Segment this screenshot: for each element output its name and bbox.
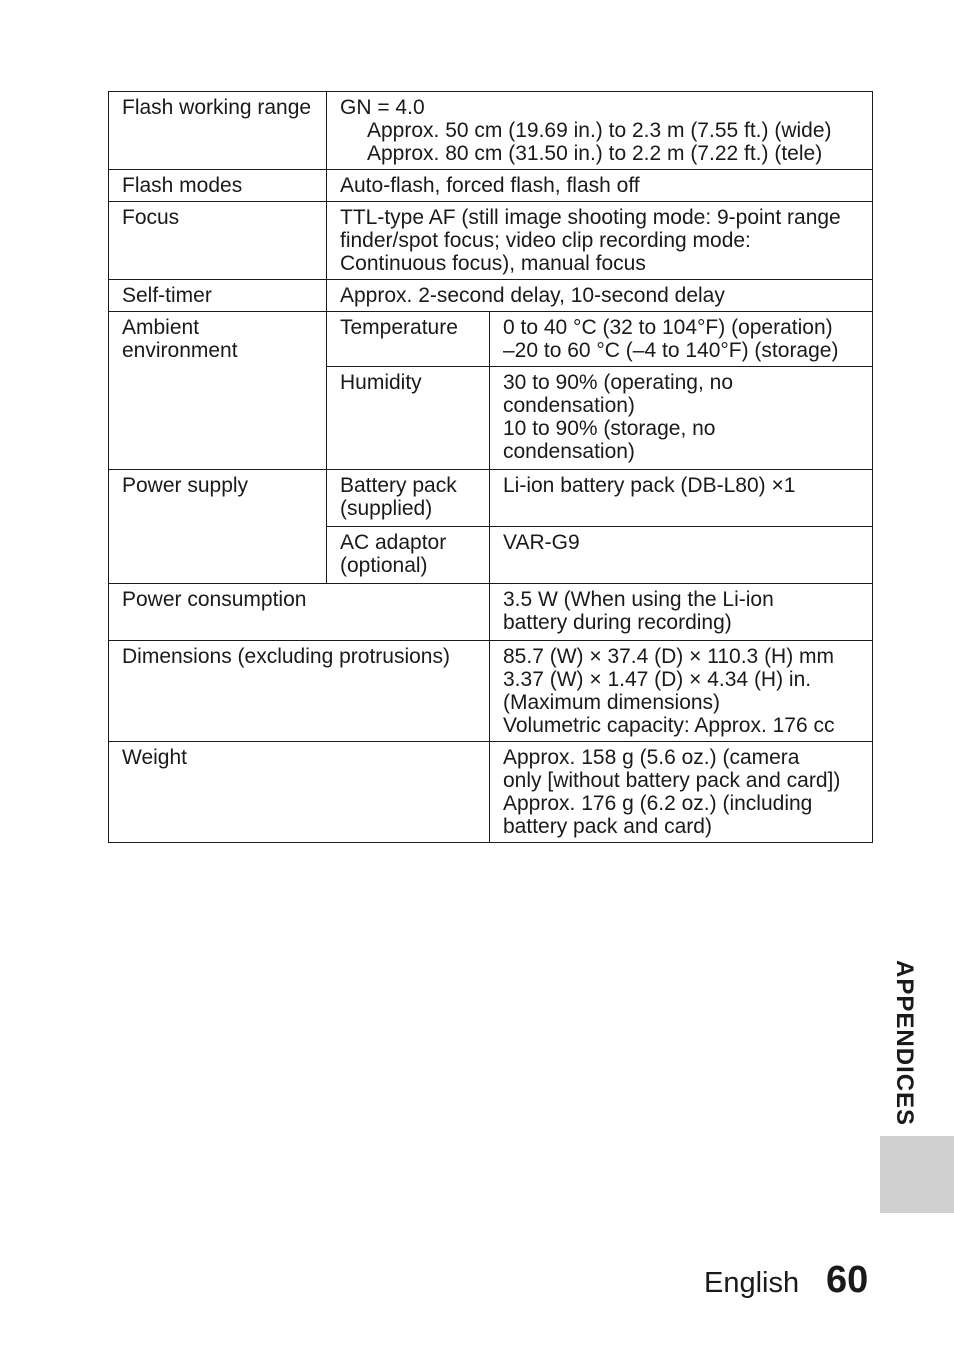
table-row-ambient-temperature — [109, 312, 873, 367]
temperature-label: Temperature — [327, 312, 490, 367]
table-row-flash-modes — [109, 170, 873, 202]
dimensions-note: (Maximum dimensions) — [503, 691, 721, 714]
power-consumption-value: 3.5 W (When using the Li-ion battery during recording) — [490, 584, 873, 641]
ac-adaptor-value: VAR-G9 — [490, 527, 873, 584]
table-row-focus — [109, 202, 873, 280]
flash-modes-value: Auto-flash, forced flash, flash off — [327, 170, 873, 202]
battery-pack-label: Battery pack (supplied) — [327, 470, 490, 527]
self-timer-value: Approx. 2-second delay, 10-second delay — [327, 280, 873, 312]
footer-language: English — [704, 1267, 800, 1299]
humidity-label: Humidity — [327, 367, 490, 470]
ambient-environment-label: Ambient environment — [109, 312, 327, 470]
flash-working-range-value — [327, 92, 873, 170]
focus-value: TTL-type AF (still image shooting mode: 9-point range finder/spot focus; video clip recording mode: Continuous focus), manual focus — [327, 202, 873, 280]
humidity-storage: 10 to 90% (storage, no condensation) — [503, 417, 716, 463]
table-row-power-battery — [109, 470, 873, 527]
section-tab-marker — [880, 1136, 954, 1213]
dimensions-in: 3.37 (W) × 1.47 (D) × 4.34 (H) in. — [503, 668, 812, 691]
flash-range-wide: Approx. 50 cm (19.69 in.) to 2.3 m (7.55 ft.) (wide) — [367, 119, 832, 142]
weight-label: Weight — [109, 742, 490, 843]
flash-range-tele: Approx. 80 cm (31.50 in.) to 2.2 m (7.22 ft.) (tele) — [367, 142, 823, 165]
focus-label: Focus — [109, 202, 327, 280]
weight-camera-only: Approx. 158 g (5.6 oz.) (camera only [without battery pack and card]) — [503, 746, 841, 792]
flash-modes-label: Flash modes — [109, 170, 327, 202]
temperature-storage: –20 to 60 °C (–4 to 140°F) (storage) — [503, 339, 839, 362]
flash-working-range-label: Flash working range — [109, 92, 327, 170]
dimensions-mm: 85.7 (W) × 37.4 (D) × 110.3 (H) mm — [503, 645, 835, 668]
temperature-value — [490, 312, 873, 367]
dimensions-value — [490, 641, 873, 742]
self-timer-label: Self-timer — [109, 280, 327, 312]
volumetric-capacity: Volumetric capacity: Approx. 176 cc — [503, 714, 835, 737]
section-tab-label — [878, 960, 930, 1130]
battery-pack-value: Li-ion battery pack (DB-L80) ×1 — [490, 470, 873, 527]
humidity-value — [490, 367, 873, 470]
table-row-flash-working-range — [109, 92, 873, 170]
specifications-table — [108, 91, 873, 843]
power-consumption-label: Power consumption — [109, 584, 490, 641]
power-supply-label: Power supply — [109, 470, 327, 584]
temperature-operation: 0 to 40 °C (32 to 104°F) (operation) — [503, 316, 833, 339]
table-row-power-consumption — [109, 584, 873, 641]
ac-adaptor-label: AC adaptor (optional) — [327, 527, 490, 584]
dimensions-label: Dimensions (excluding protrusions) — [109, 641, 490, 742]
page-number: 60 — [826, 1259, 869, 1301]
table-row-dimensions — [109, 641, 873, 742]
section-tab-text: APPENDICES — [891, 960, 918, 1127]
weight-with-battery: Approx. 176 g (6.2 oz.) (including battery pack and card) — [503, 792, 813, 838]
weight-value — [490, 742, 873, 843]
flash-gn-value: GN = 4.0 — [340, 96, 425, 119]
table-row-self-timer — [109, 280, 873, 312]
humidity-operating: 30 to 90% (operating, no condensation) — [503, 371, 733, 417]
table-row-weight — [109, 742, 873, 843]
